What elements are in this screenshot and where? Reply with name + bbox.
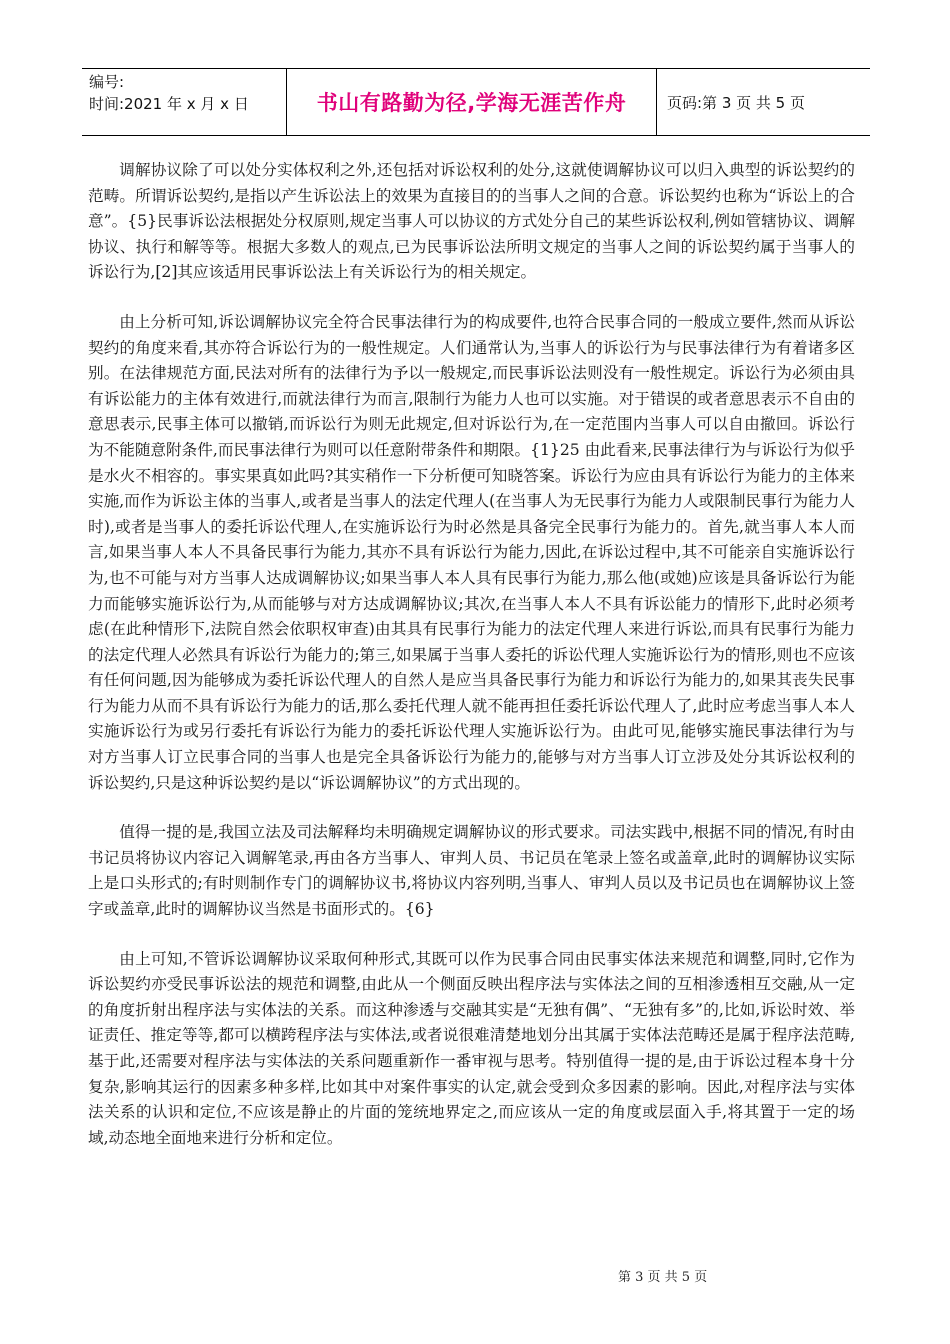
body-paragraph-4: 由上可知,不管诉讼调解协议采取何种形式,其既可以作为民事合同由民事实体法来规范和调整,同时,它作为诉讼契约亦受民事诉讼法的规范和调整,由此从一个侧面反映出程序法与实体法之间的互相渗透相互交融,从一定的角度折射出程序法与实体法的关系。而这种渗透与交融其实是“无独有偶”、“无独有多”的,比如,诉讼时效、举证责任、推定等等,都可以横跨程序法与实体法,或者说很难清楚地划分出其属于实体法范畴还是属于程序法范畴,基于此,还需要对程序法与实体法的关系问题重新作一番审视与思考。特别值得一提的是,由于诉讼过程本身十分复杂,影响其运行的因素多种多样,比如其中对案件事实的认定,就会受到众多因素的影响。因此,对程序法与实体法关系的认识和定位,不应该是静止的片面的笼统地界定之,而应该从一定的角度或层面入手,将其置于一定的场域,动态地全面地来进行分析和定位。	[88, 949, 855, 1147]
document-time-label: 时间:2021 年 x 月 x 日	[89, 95, 249, 113]
page-header	[82, 68, 870, 136]
document-number-label: 编号:	[89, 73, 125, 91]
page-footer: 第 3 页 共 5 页	[618, 1270, 708, 1285]
body-paragraph-1: 调解协议除了可以处分实体权利之外,还包括对诉讼权利的处分,这就使调解协议可以归入典型的诉讼契约的范畴。所谓诉讼契约,是指以产生诉讼法上的效果为直接目的的当事人之间的合意。诉讼契约也称为“诉讼上的合意”。{5}民事诉讼法根据处分权原则,规定当事人可以协议的方式处分自己的某些诉讼权利,例如管辖协议、调解协议、执行和解等等。根据大多数人的观点,已为民事诉讼法所明文规定的当事人之间的诉讼契约属于当事人的诉讼行为,[2]其应该适用民事诉讼法上有关诉讼行为的相关规定。	[88, 161, 855, 282]
body-paragraph-2: 由上分析可知,诉讼调解协议完全符合民事法律行为的构成要件,也符合民事合同的一般成立要件,然而从诉讼契约的角度来看,其亦符合诉讼行为的一般性规定。人们通常认为,当事人的诉讼行为与民事法律行为有着诸多区别。在法律规范方面,民法对所有的法律行为予以一般规定,而民事诉讼法则没有一般性规定。诉讼行为必须由具有诉讼能力的主体有效进行,而就法律行为而言,限制行为能力人也可以实施。对于错误的或者意思表示不自由的意思表示,民事主体可以撤销,而诉讼行为则无此规定,但对诉讼行为,在一定范围内当事人可以自由撤回。诉讼行为不能随意附条件,而民事法律行为则可以任意附带条件和期限。{1}25 由此看来,民事法律行为与诉讼行为似乎是水火不相容的。事实果真如此吗?其实稍作一下分析便可知晓答案。诉讼行为应由具有诉讼行为能力的主体来实施,而作为诉讼主体的当事人,或者是当事人的法定代理人(在当事人为无民事行为能力人或限制民事行为能力人时),或者是当事人的委托诉讼代理人,在实施诉讼行为时必然是具备完全民事行为能力的。首先,就当事人本人而言,如果当事人本人不具备民事行为能力,其亦不具有诉讼行为能力,因此,在诉讼过程中,其不可能亲自实施诉讼行为,也不可能与对方当事人达成调解协议;如果当事人本人具有民事行为能力,那么他(或她)应该是具备诉讼行为能力而能够实施诉讼行为,从而能够与对方达成调解协议;其次,在当事人本人不具有诉讼能力的情形下,此时必须考虑(在此种情形下,法院自然会依职权审查)由其具有民事行为能力的法定代理人来进行诉讼,而具有民事行为能力的法定代理人必然具有诉讼行为能力的;第三,如果属于当事人委托的诉讼代理人实施诉讼行为的情形,则也不应该有任何问题,因为能够成为委托诉讼代理人的自然人是应当具备民事行为能力和诉讼行为能力的,如果其丧失民事行为能力从而不具有诉讼行为能力的话,那么委托代理人就不能再担任委托诉讼代理人了,此时应考虑当事人本人实施诉讼行为或另行委托有诉讼行为能力的委托诉讼代理人实施诉讼行为。由此可见,能够实施民事法律行为与对方当事人订立民事合同的当事人也是完全具备诉讼行为能力的,能够与对方当事人订立涉及处分其诉讼权利的诉讼契约,只是这种诉讼契约是以“诉讼调解协议”的方式出现的。	[88, 312, 855, 792]
header-page-number: 页码:第 3 页 共 5 页	[667, 93, 805, 112]
document-body	[88, 158, 855, 1175]
header-motto-cell	[287, 69, 657, 135]
body-paragraph-3: 值得一提的是,我国立法及司法解释均未明确规定调解协议的形式要求。司法实践中,根据不同的情况,有时由书记员将协议内容记入调解笔录,再由各方当事人、审判人员、书记员在笔录上签名或盖章,此时的调解协议实际上是口头形式的;有时则制作专门的调解协议书,将协议内容列明,当事人、审判人员以及书记员也在调解协议上签字或盖章,此时的调解协议当然是书面形式的。{6}	[88, 823, 855, 919]
header-meta-cell	[82, 69, 287, 135]
header-motto: 书山有路勤为径,学海无涯苦作舟	[316, 91, 627, 115]
header-page-cell	[657, 69, 870, 135]
